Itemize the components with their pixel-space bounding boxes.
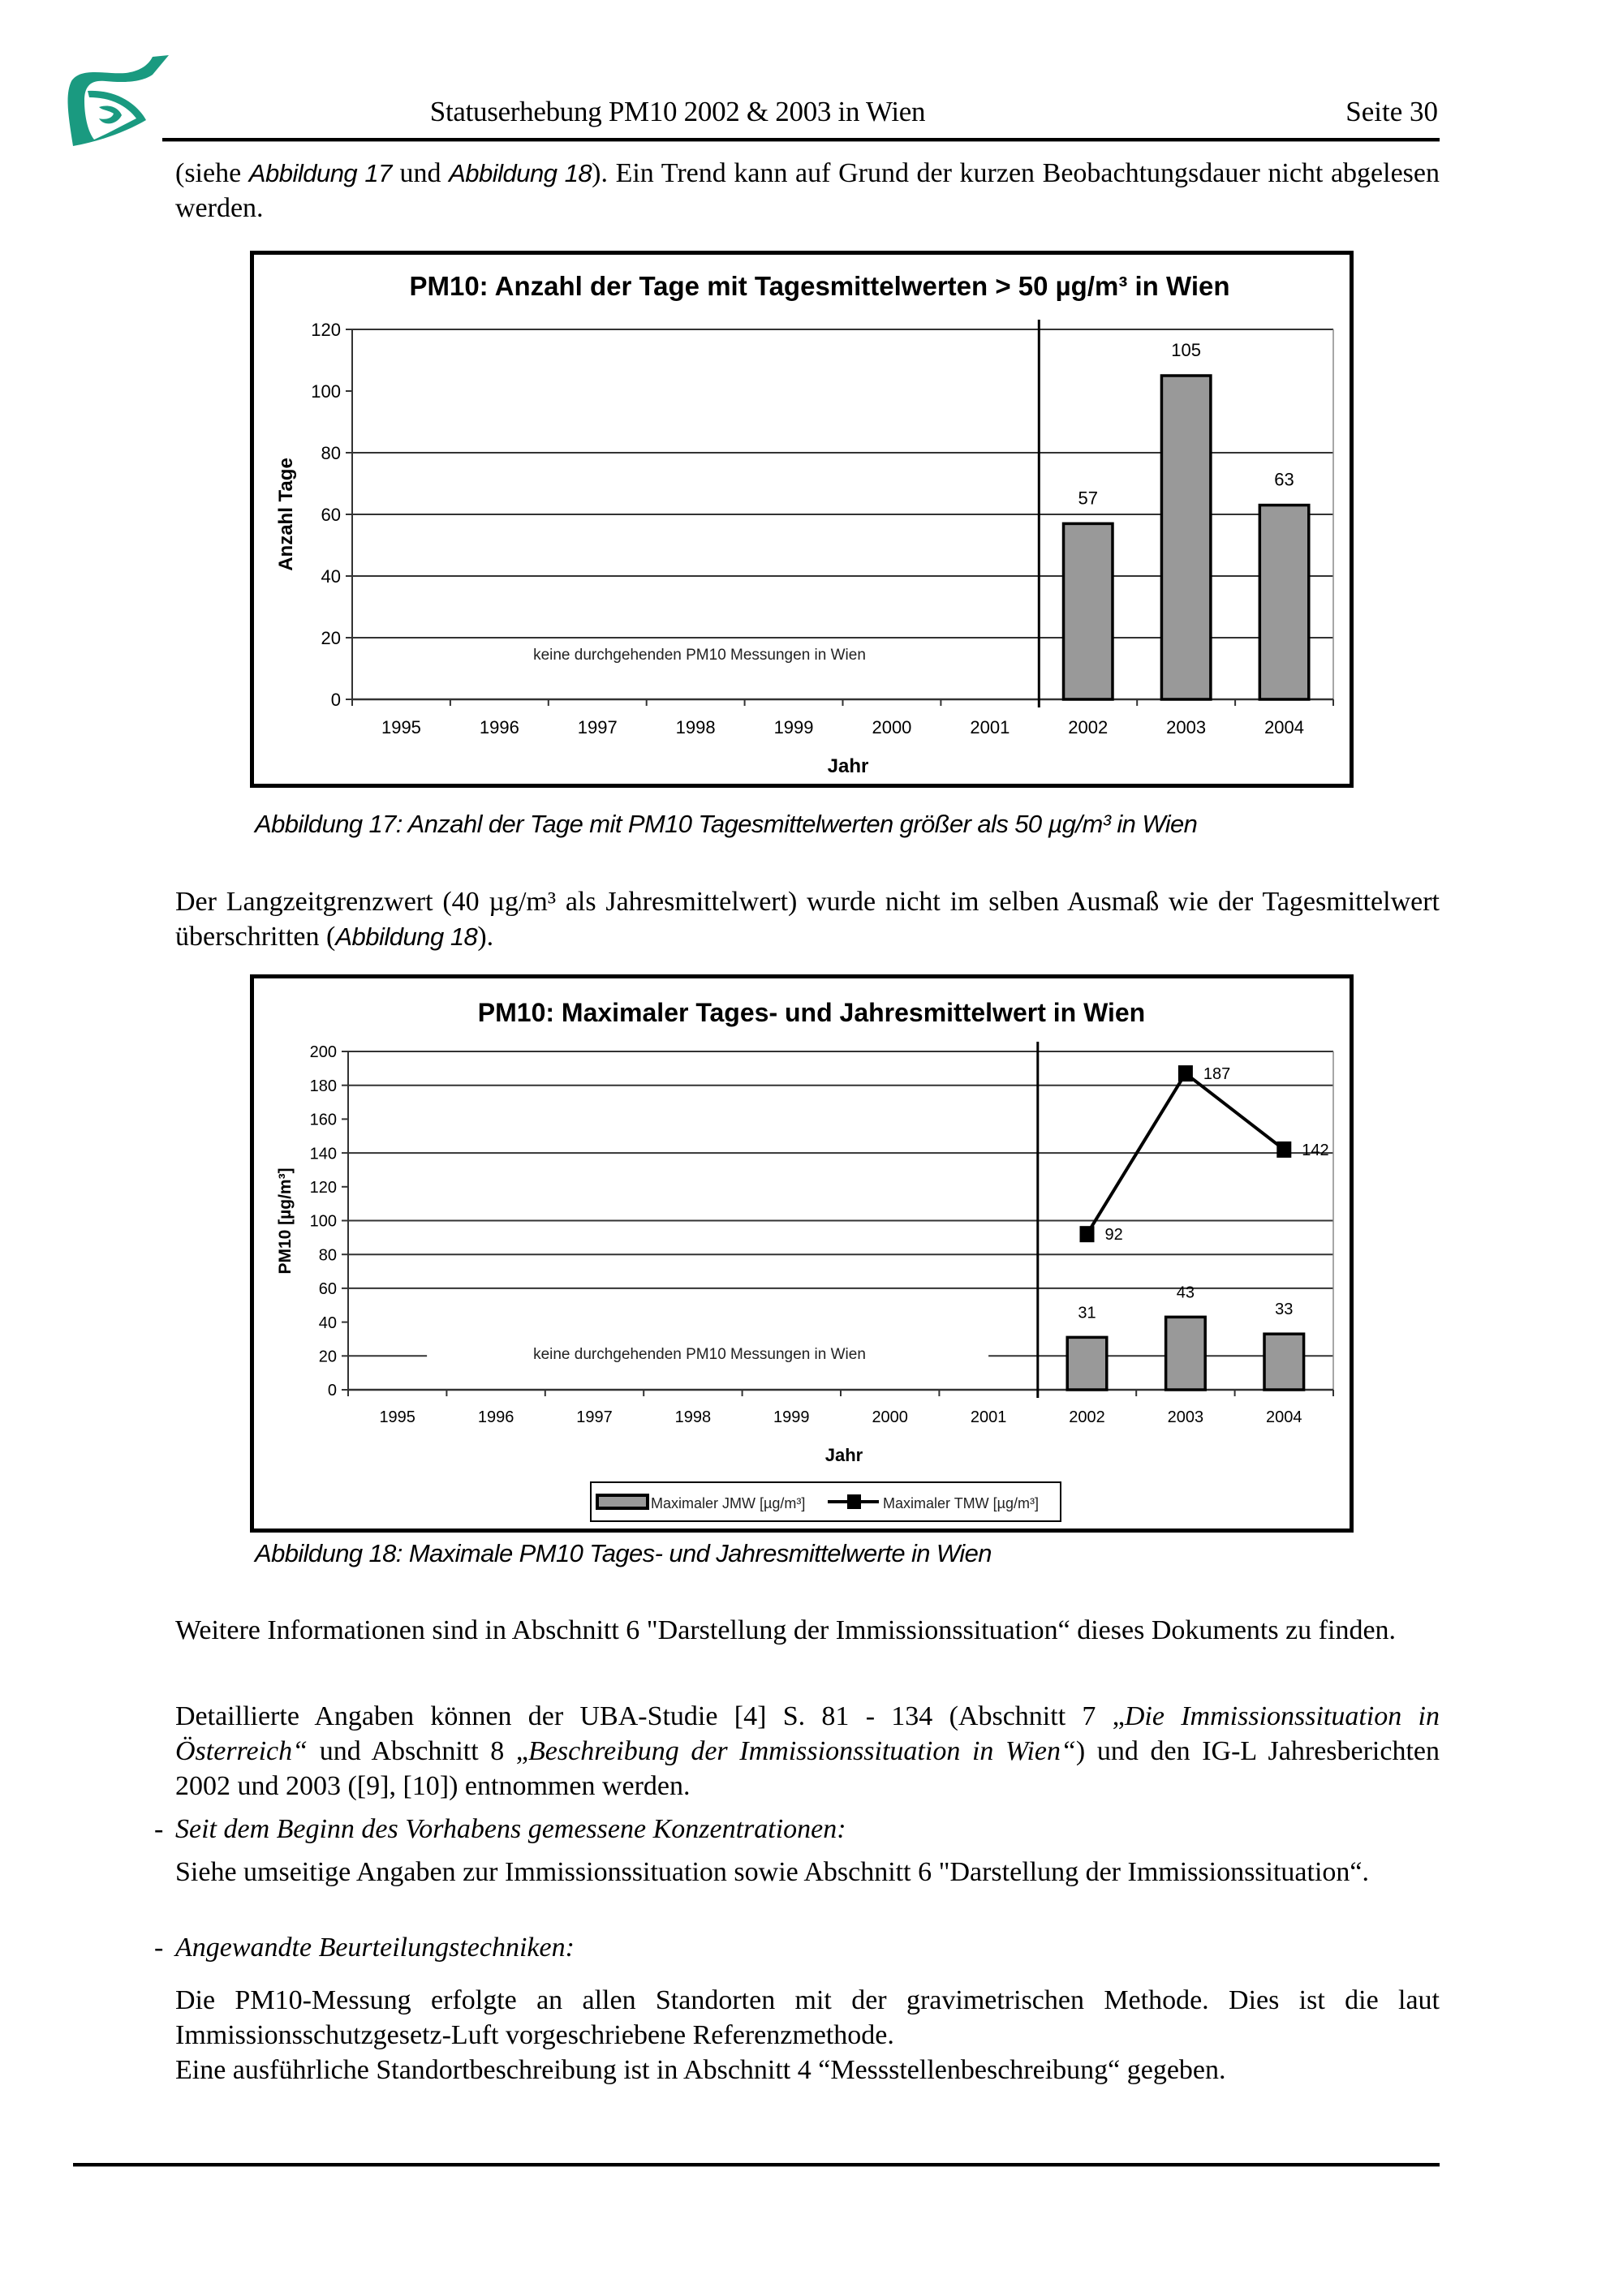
bar-value-label: 43 bbox=[1176, 1283, 1195, 1302]
legend-swatch-marker bbox=[847, 1494, 861, 1509]
bullet-heading-techniques: Angewandte Beurteilungstechniken: bbox=[175, 1933, 575, 1963]
figure-17-chart bbox=[0, 0, 1623, 811]
x-tick-label: 1999 bbox=[773, 717, 814, 737]
y-tick-label: 0 bbox=[327, 1382, 337, 1400]
x-tick-label: 2003 bbox=[1167, 1408, 1204, 1426]
y-tick-label: 20 bbox=[321, 627, 341, 648]
y-tick-label: 100 bbox=[309, 1212, 337, 1231]
x-tick-label: 2000 bbox=[872, 1408, 908, 1426]
y-tick-label: 20 bbox=[318, 1348, 337, 1366]
bar bbox=[1161, 376, 1210, 699]
y-tick-label: 40 bbox=[321, 565, 341, 587]
labels bbox=[311, 320, 1304, 737]
figure-reference: Abbildung 18 bbox=[449, 159, 592, 187]
chart-title: PM10: Anzahl der Tage mit Tagesmittelwerten > 50 µg/m³ in Wien bbox=[409, 271, 1230, 301]
footer-rule bbox=[73, 2163, 1440, 2167]
x-tick-label: 2004 bbox=[1264, 717, 1305, 737]
bar bbox=[1067, 1337, 1107, 1390]
figure-18-chart bbox=[0, 974, 1623, 1541]
y-tick-label: 80 bbox=[318, 1246, 337, 1265]
running-header-title: Statuserhebung PM10 2002 & 2003 in Wien bbox=[429, 96, 926, 127]
x-tick-label: 2001 bbox=[970, 717, 1010, 737]
bar-value-label: 57 bbox=[1078, 488, 1098, 509]
legend-label-jmw: Maximaler JMW [µg/m³] bbox=[651, 1495, 806, 1511]
paragraph-7: Eine ausführliche Standortbeschreibung ist in Abschnitt 4 “Messstellenbeschreibung“ gegeben. bbox=[175, 2055, 1226, 2085]
x-tick-label: 1996 bbox=[477, 1408, 514, 1426]
paragraph-5: Siehe umseitige Angaben zur Immissionssituation sowie Abschnitt 6 "Darstellung der Immissionssituation“. bbox=[175, 1857, 1369, 1887]
y-tick-label: 160 bbox=[309, 1111, 337, 1129]
legend-label-tmw: Maximaler TMW [µg/m³] bbox=[883, 1495, 1040, 1511]
bullet-dash: - bbox=[154, 1814, 164, 1844]
bar-value-label: 63 bbox=[1274, 469, 1294, 490]
x-tick-label: 1997 bbox=[577, 717, 618, 737]
y-tick-label: 140 bbox=[309, 1145, 337, 1163]
line-value-label: 92 bbox=[1104, 1226, 1123, 1245]
line-marker bbox=[1178, 1065, 1193, 1081]
section-title-reference: Beschreibung der Immissionssituation in Wien“ bbox=[528, 1736, 1076, 1766]
x-tick-label: 1998 bbox=[674, 1408, 712, 1426]
paragraph-2 bbox=[175, 884, 1440, 954]
chart-title: PM10: Maximaler Tages- und Jahresmittelwert in Wien bbox=[477, 998, 1146, 1027]
bar bbox=[1264, 1334, 1304, 1390]
bars bbox=[1064, 376, 1309, 699]
y-tick-label: 60 bbox=[318, 1280, 337, 1299]
paragraph-3: Weitere Informationen sind in Abschnitt 6 "Darstellung der Immissionssituation“ dieses Dokuments zu finden. bbox=[175, 1615, 1397, 1645]
x-tick-label: 2002 bbox=[1068, 717, 1109, 737]
line-marker bbox=[1276, 1142, 1291, 1158]
text-run: ) und den IG-L Jahresberichten 2002 und 2003 ([9], [10]) entnommen werden. bbox=[175, 1736, 1440, 1801]
text-run: (siehe bbox=[175, 158, 249, 188]
line-marker bbox=[1080, 1226, 1095, 1242]
figure-reference: Abbildung 17 bbox=[248, 159, 392, 187]
text-run: und bbox=[391, 158, 450, 188]
x-axis-label: Jahr bbox=[824, 1445, 863, 1465]
bullet-dash: - bbox=[154, 1933, 164, 1963]
x-tick-label: 2001 bbox=[970, 1408, 1007, 1426]
text-run: Detaillierte Angaben können der UBA-Studie [4] S. 81 - 134 (Abschnitt 7 „ bbox=[175, 1701, 1125, 1731]
bar bbox=[1166, 1317, 1206, 1390]
bar-value-label: 105 bbox=[1171, 340, 1202, 360]
bar-value-label: 31 bbox=[1078, 1304, 1096, 1322]
line-series bbox=[1080, 1065, 1292, 1245]
chart-annotation: keine durchgehenden PM10 Messungen in Wien bbox=[533, 1346, 866, 1363]
text-run: ). bbox=[477, 922, 494, 952]
text-run: und Abschnitt 8 „ bbox=[308, 1736, 529, 1766]
x-tick-label: 2004 bbox=[1266, 1408, 1302, 1426]
section-title-reference: Die Immissionssituation in Österreich“ bbox=[175, 1701, 1440, 1766]
x-axis-label: Jahr bbox=[827, 755, 869, 777]
legend-swatch-bar bbox=[597, 1495, 648, 1508]
figure-17-caption: Abbildung 17: Anzahl der Tage mit PM10 Tagesmittelwerten größer als 50 µg/m³ in Wien bbox=[255, 810, 1198, 838]
figure-18-caption: Abbildung 18: Maximale PM10 Tages- und Jahresmittelwerte in Wien bbox=[255, 1539, 992, 1567]
bars bbox=[1067, 1317, 1303, 1390]
line-value-label: 142 bbox=[1302, 1141, 1329, 1159]
y-tick-label: 40 bbox=[318, 1314, 337, 1332]
y-tick-label: 0 bbox=[330, 689, 341, 710]
x-tick-label: 2003 bbox=[1166, 717, 1207, 737]
y-axis-label: Anzahl Tage bbox=[275, 458, 297, 571]
x-tick-label: 1999 bbox=[773, 1408, 810, 1426]
bar-value-label: 33 bbox=[1275, 1301, 1294, 1319]
y-tick-label: 80 bbox=[321, 442, 341, 463]
x-tick-label: 1995 bbox=[379, 1408, 415, 1426]
y-axis-label: PM10 [µg/m³] bbox=[276, 1167, 295, 1275]
y-tick-label: 200 bbox=[309, 1043, 337, 1062]
bar bbox=[1259, 505, 1308, 699]
text-run: Der Langzeitgrenzwert (40 µg/m³ als Jahresmittelwert) wurde nicht im selben Ausmaß wie der Tagesmittelwert überschritten ( bbox=[175, 887, 1440, 952]
page-number: Seite 30 bbox=[1345, 96, 1438, 127]
x-tick-label: 1998 bbox=[675, 717, 716, 737]
line-value-label: 187 bbox=[1203, 1065, 1231, 1084]
x-tick-label: 2002 bbox=[1069, 1408, 1105, 1426]
y-tick-label: 60 bbox=[321, 504, 341, 525]
bullet-heading-concentrations: Seit dem Beginn des Vorhabens gemessene Konzentrationen: bbox=[175, 1814, 846, 1844]
text-run: ). Ein Trend kann auf Grund der kurzen Beobachtungsdauer nicht abgelesen werden. bbox=[175, 158, 1440, 223]
figure-reference: Abbildung 18 bbox=[335, 922, 478, 951]
y-tick-label: 100 bbox=[311, 381, 341, 402]
y-tick-label: 120 bbox=[311, 319, 341, 340]
x-tick-label: 1995 bbox=[381, 717, 421, 737]
bar bbox=[1064, 523, 1113, 699]
paragraph-4 bbox=[175, 1699, 1440, 1804]
y-tick-label: 180 bbox=[309, 1077, 337, 1095]
legend bbox=[591, 1482, 1061, 1521]
paragraph-6: Die PM10-Messung erfolgte an allen Standorten mit der gravimetrischen Methode. Dies ist die laut Immissionsschutzgesetz-Luft vorgeschriebene Referenzmethode. bbox=[175, 1985, 1440, 2050]
x-tick-label: 1996 bbox=[479, 717, 519, 737]
y-tick-label: 120 bbox=[309, 1179, 337, 1197]
x-tick-label: 1997 bbox=[576, 1408, 613, 1426]
x-tick-label: 2000 bbox=[872, 717, 912, 737]
chart-annotation: keine durchgehenden PM10 Messungen in Wien bbox=[533, 647, 866, 664]
line-path bbox=[1087, 1073, 1285, 1234]
